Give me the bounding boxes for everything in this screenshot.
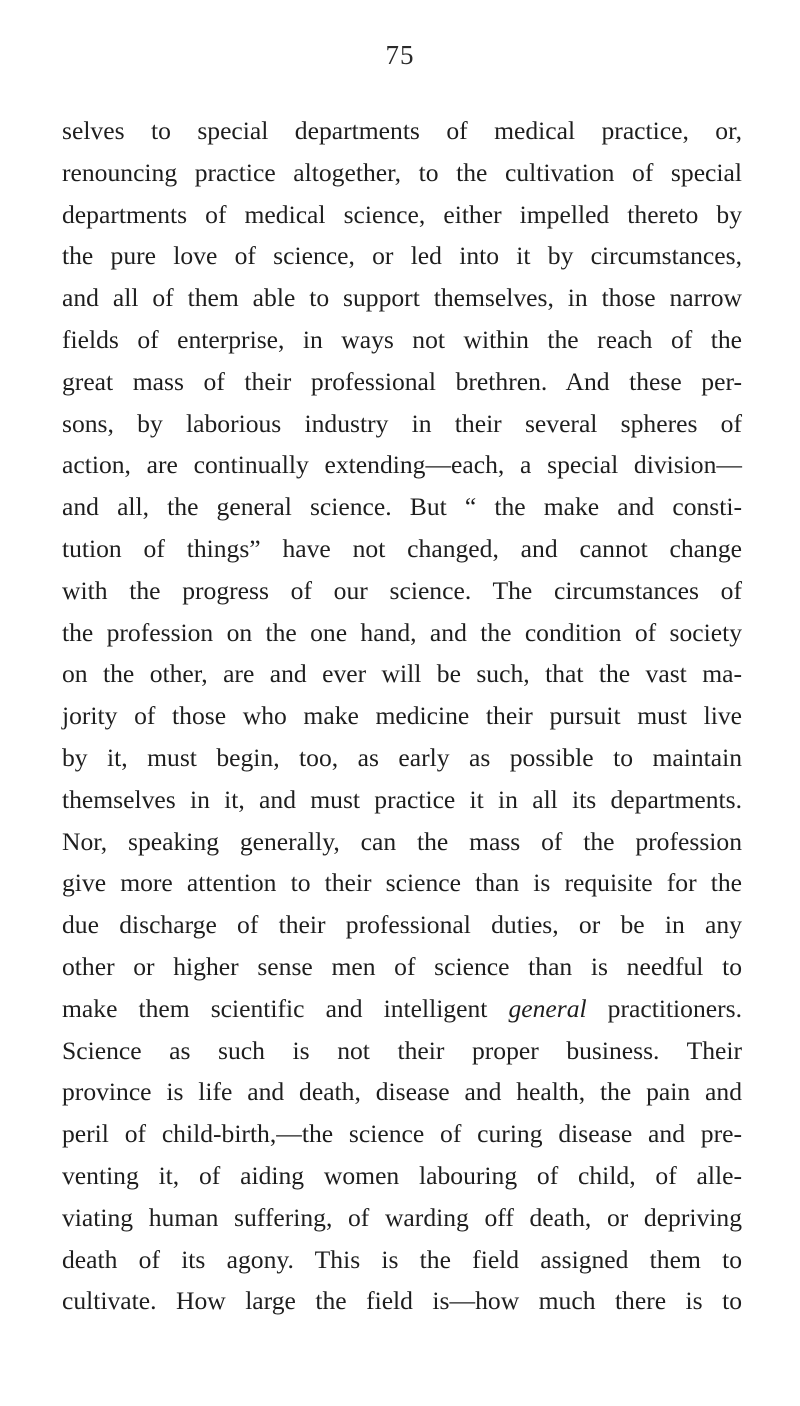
- text-line: departments of medical science, either impelled thereto by: [62, 199, 742, 229]
- text-segment: make them scientific and intelligent: [62, 993, 509, 1023]
- text-line: by it, must begin, too, as early as possible to maintain: [62, 742, 742, 772]
- page-number: 75: [385, 40, 415, 70]
- text-line: jority of those who make medicine their pursuit must live: [62, 701, 742, 731]
- text-line: give more attention to their science than is requisite for the: [62, 868, 742, 898]
- text-line: cultivate. How large the field is—how much there is to: [62, 1286, 742, 1316]
- text-line: the profession on the one hand, and the condition of society: [62, 617, 742, 647]
- text-line: viating human suffering, of warding off death, or depriving: [62, 1202, 742, 1232]
- text-segment: practitioners.: [586, 993, 743, 1023]
- text-line: and all of them able to support themselves, in those narrow: [62, 283, 742, 313]
- text-line: peril of child-birth,—the science of curing disease and pre-: [62, 1119, 742, 1149]
- text-line: action, are continually extending—each, a special division—: [62, 450, 742, 480]
- text-line: the pure love of science, or led into it by circumstances,: [62, 241, 742, 271]
- text-line: renouncing practice altogether, to the cultivation of special: [62, 157, 742, 187]
- text-line: on the other, are and ever will be such, that the vast ma-: [62, 659, 742, 689]
- text-line: province is life and death, disease and health, the pain and: [62, 1077, 742, 1107]
- text-line: Science as such is not their proper business. Their: [62, 1035, 742, 1065]
- text-line: great mass of their professional brethren. And these per-: [62, 366, 742, 396]
- text-line: themselves in it, and must practice it in all its departments.: [62, 784, 742, 814]
- text-line: other or higher sense men of science than is needful to: [62, 951, 742, 981]
- emphasized-word: general: [508, 993, 587, 1023]
- body-text: [62, 110, 742, 1322]
- text-line: with the progress of our science. The circumstances of: [62, 575, 742, 605]
- text-line: and all, the general science. But “ the make and consti-: [62, 492, 742, 522]
- text-line: Nor, speaking generally, can the mass of the profession: [62, 826, 742, 856]
- text-line: fields of enterprise, in ways not within the reach of the: [62, 324, 742, 354]
- text-line: selves to special departments of medical practice, or,: [62, 116, 742, 145]
- text-line: [62, 988, 742, 1030]
- text-line: death of its agony. This is the field assigned them to: [62, 1244, 742, 1274]
- text-line: sons, by laborious industry in their several spheres of: [62, 408, 742, 438]
- text-line: tution of things” have not changed, and cannot change: [62, 533, 742, 563]
- text-line: due discharge of their professional duties, or be in any: [62, 910, 742, 940]
- text-line: venting it, of aiding women labouring of child, of alle-: [62, 1160, 742, 1190]
